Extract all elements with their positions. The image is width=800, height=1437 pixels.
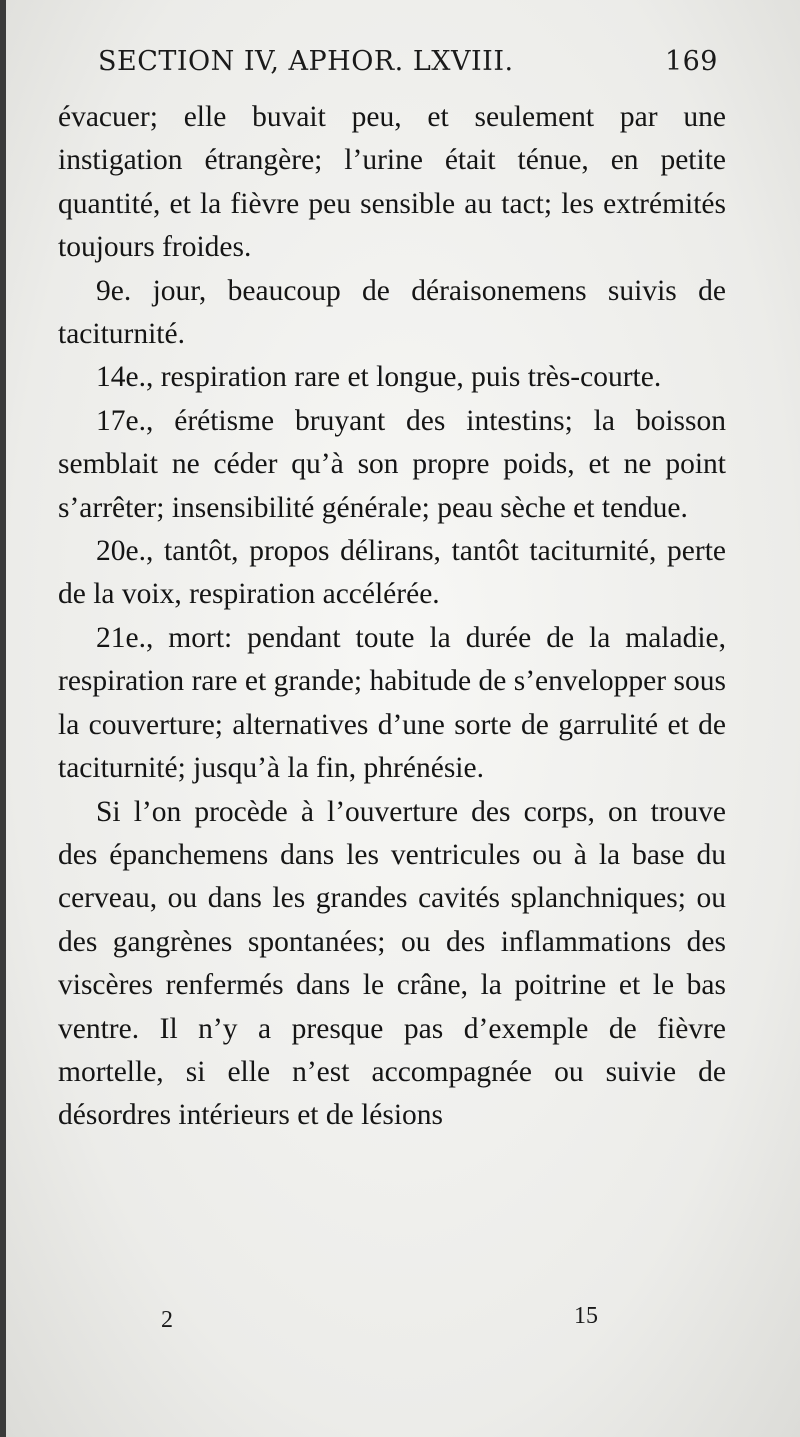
- paragraph-continuation: évacuer; elle buvait peu, et seulement par une instigation étrangère; l’urine était ténue, en petite quantité, et la fièvre peu sensible au tact; les extrémités toujours froides.: [58, 101, 726, 264]
- paragraph-day-9: 9e. jour, beaucoup de déraisonemens suivis de taciturnité.: [58, 274, 726, 351]
- paragraph-day-17: 17e., érétisme bruyant des intestins; la boisson semblait ne céder qu’à son propre poids, et ne point s’arrêter; insensibilité générale; peau sèche et tendue.: [58, 404, 726, 524]
- body-text: [58, 96, 726, 1138]
- page-number: 169: [664, 46, 718, 77]
- signature-mark: 2: [161, 1307, 173, 1333]
- paragraph-day-20: 20e., tantôt, propos délirans, tantôt taciturnité, perte de la voix, respiration accélérée.: [58, 535, 726, 611]
- paragraph-day-21: 21e., mort: pendant toute la durée de la maladie, respiration rare et grande; habitude de s’envelopper sous la couverture; alternatives d’une sorte de garrulité et de taciturnité; jusqu’à la fin, phrénésie.: [58, 621, 726, 785]
- page-header: [98, 40, 718, 86]
- running-head: SECTION IV, APHOR. LXVIII.: [98, 46, 514, 77]
- paragraph-day-14: 14e., respiration rare et longue, puis très-courte.: [96, 361, 662, 394]
- paragraph-autopsy: Si l’on procède à l’ouverture des corps, on trouve des épanchemens dans les ventricules ou à la base du cerveau, ou dans les grandes cavités splanchniques; ou des gangrènes spontanées; ou des inflammations des viscères renfermés dans le crâne, la poitrine et le bas ventre. Il n’y a presque pas d’exemple de fièvre mortelle, si elle n’est accompagnée ou suivie de désordres intérieurs et de lésions: [58, 795, 726, 1132]
- sheet-number: 15: [574, 1303, 598, 1329]
- page-footer: [6, 1303, 800, 1343]
